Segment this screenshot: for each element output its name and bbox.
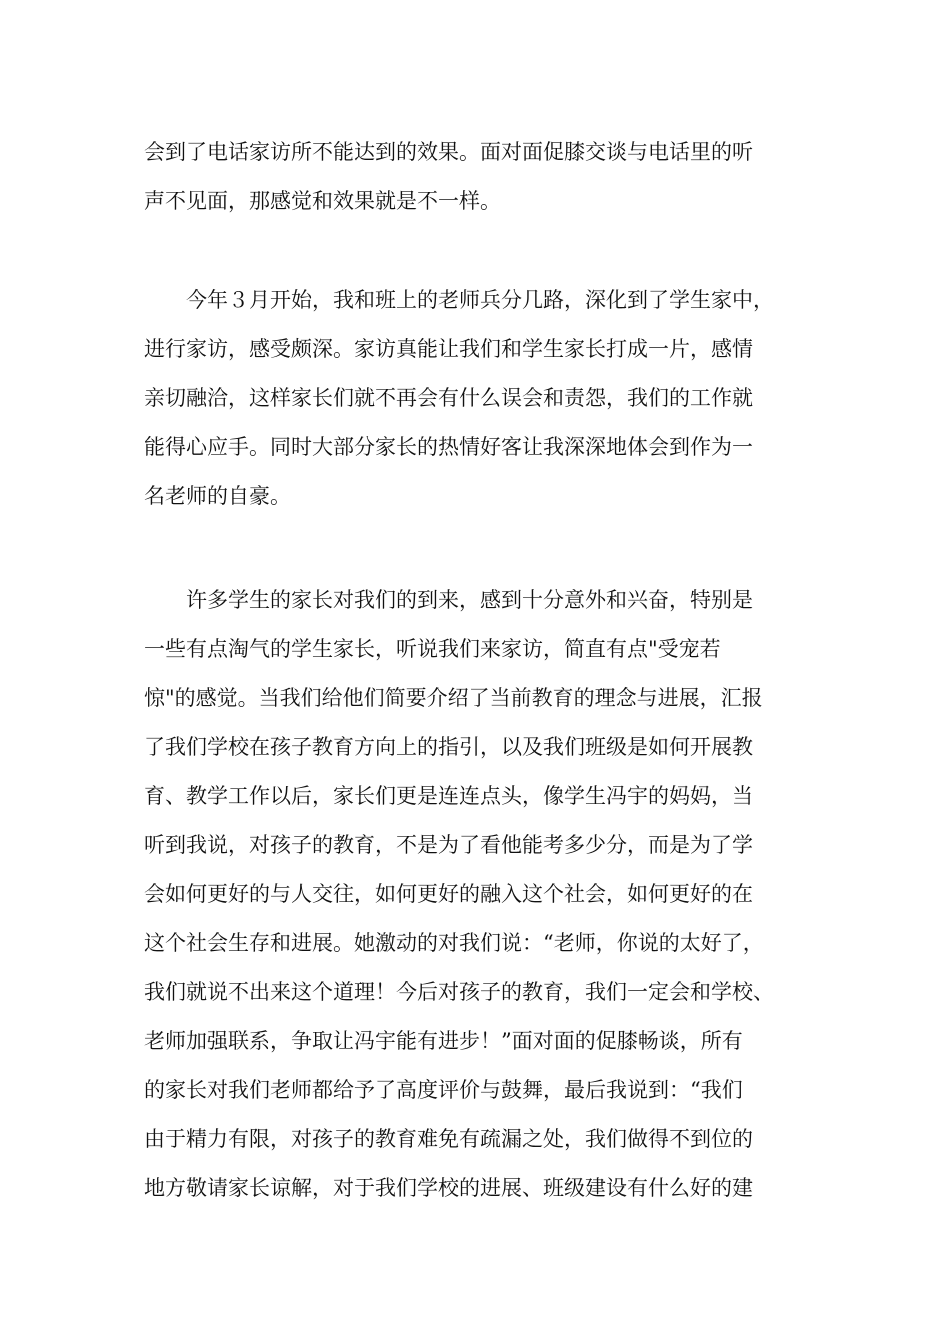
text-line: 我们就说不出来这个道理！今后对孩子的教育，我们一定会和学校、 [144, 980, 774, 1004]
text-line: 今年３月开始，我和班上的老师兵分几路，深化到了学生家中， [144, 288, 774, 312]
text-line: 老师加强联系，争取让冯宇能有进步！”面对面的促膝畅谈，所有 [144, 1029, 743, 1053]
text-line: 由于精力有限，对孩子的教育难免有疏漏之处，我们做得不到位的 [144, 1127, 753, 1151]
text-line: 了我们学校在孩子教育方向上的指引，以及我们班级是如何开展教 [144, 735, 753, 759]
text-line: 会如何更好的与人交往，如何更好的融入这个社会，如何更好的在 [144, 882, 753, 906]
text-line: 亲切融洽，这样家长们就不再会有什么误会和责怨，我们的工作就 [144, 386, 753, 410]
text-line: 这个社会生存和进展。她激动的对我们说：“老师，你说的太好了， [144, 931, 764, 955]
text-line: 声不见面，那感觉和效果就是不一样。 [144, 189, 501, 213]
text-line: 进行家访，感受颇深。家访真能让我们和学生家长打成一片，感情 [144, 337, 753, 361]
text-line: 的家长对我们老师都给予了高度评价与鼓舞，最后我说到：“我们 [144, 1078, 743, 1102]
text-line: 地方敬请家长谅解，对于我们学校的进展、班级建设有什么好的建 [144, 1176, 753, 1200]
text-line: 惊"的感觉。当我们给他们简要介绍了当前教育的理念与进展，汇报 [144, 686, 763, 710]
text-line: 名老师的自豪。 [144, 484, 291, 508]
text-line: 许多学生的家长对我们的到来，感到十分意外和兴奋，特别是 [144, 588, 753, 612]
text-line: 听到我说，对孩子的教育，不是为了看他能考多少分，而是为了学 [144, 833, 753, 857]
text-line: 能得心应手。同时大部分家长的热情好客让我深深地体会到作为一 [144, 435, 753, 459]
paragraph-home-visit-start [144, 276, 814, 521]
paragraph-phone-visit [144, 128, 814, 226]
paragraph-parent-reactions [144, 576, 814, 1213]
text-line: 一些有点淘气的学生家长，听说我们来家访，简直有点"受宠若 [144, 637, 721, 661]
text-line: 会到了电话家访所不能达到的效果。面对面促膝交谈与电话里的听 [144, 140, 753, 164]
text-line: 育、教学工作以后，家长们更是连连点头，像学生冯宇的妈妈，当 [144, 784, 753, 808]
